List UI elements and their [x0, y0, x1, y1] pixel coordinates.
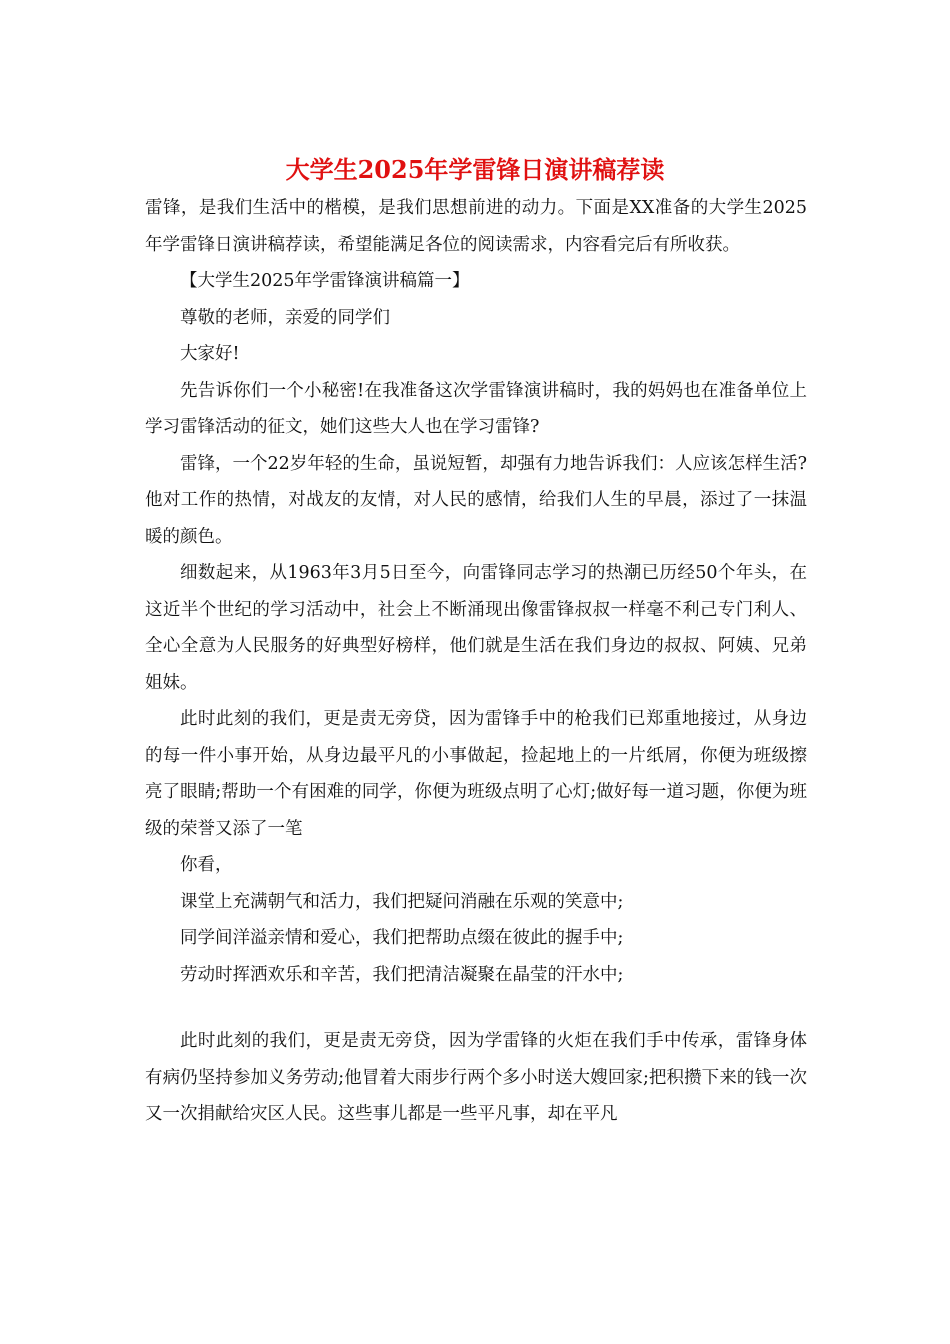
- paragraph: 雷锋，一个22岁年轻的生命，虽说短暂，却强有力地告诉我们：人应该怎样生活?他对工作的热情，对战友的友情，对人民的感情，给我们人生的早晨，添过了一抹温暖的颜色。: [145, 453, 807, 547]
- paragraph: 劳动时挥洒欢乐和辛苦，我们把清洁凝聚在晶莹的汗水中;: [180, 964, 624, 985]
- document-body: [145, 190, 807, 1133]
- paragraph: 先告诉你们一个小秘密!在我准备这次学雷锋演讲稿时，我的妈妈也在准备单位上学习雷锋活动的征文，她们这些大人也在学习雷锋?: [145, 380, 807, 437]
- document-title: 大学生2025年学雷锋日演讲稿荐读: [285, 155, 665, 184]
- paragraph: 课堂上充满朝气和活力，我们把疑问消融在乐观的笑意中;: [180, 891, 624, 912]
- section-heading: 【大学生2025年学雷锋演讲稿篇一】: [180, 271, 470, 291]
- paragraph: 细数起来，从1963年3月5日至今，向雷锋同志学习的热潮已历经50个年头，在这近半个世纪的学习活动中，社会上不断涌现出像雷锋叔叔一样毫不利己专门利人、全心全意为人民服务的好典型好榜样，他们就是生活在我们身边的叔叔、阿姨、兄弟姐妹。: [145, 563, 807, 693]
- intro-paragraph: 雷锋，是我们生活中的楷模，是我们思想前进的动力。下面是XX准备的大学生2025年学雷锋日演讲稿荐读，希望能满足各位的阅读需求，内容看完后有所收获。: [145, 198, 807, 255]
- paragraph: 你看，: [180, 855, 233, 875]
- paragraph: 同学间洋溢亲情和爱心，我们把帮助点缀在彼此的握手中;: [180, 928, 624, 948]
- paragraph: 此时此刻的我们，更是责无旁贷，因为雷锋手中的枪我们已郑重地接过，从身边的每一件小事开始，从身边最平凡的小事做起，捡起地上的一片纸屑，你便为班级擦亮了眼睛;帮助一个有困难的同学，你便为班级点明了心灯;做好每一道习题，你便为班级的荣誉又添了一笔: [145, 709, 807, 839]
- paragraph: 此时此刻的我们，更是责无旁贷，因为学雷锋的火炬在我们手中传承，雷锋身体有病仍坚持参加义务劳动;他冒着大雨步行两个多小时送大嫂回家;把积攒下来的钱一次又一次捐献给灾区人民。这些事儿都是一些平凡事，却在平凡: [145, 1031, 807, 1124]
- salutation: 尊敬的老师，亲爱的同学们: [180, 307, 390, 328]
- greeting: 大家好!: [180, 344, 240, 364]
